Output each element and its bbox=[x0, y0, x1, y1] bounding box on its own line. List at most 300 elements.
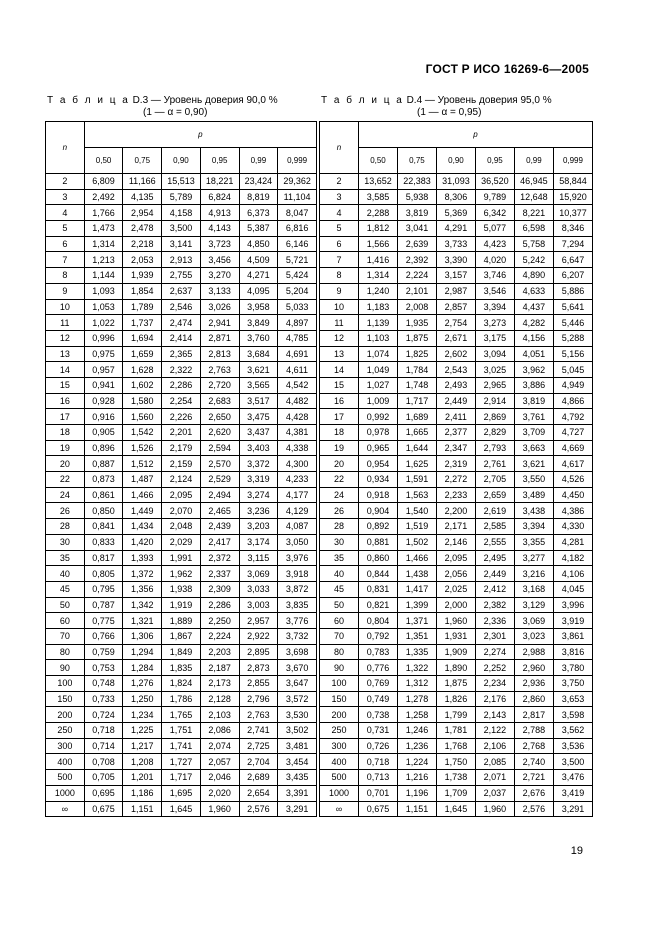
column-header-quantile: 0,999 bbox=[278, 148, 317, 174]
table-cell: 0,675 bbox=[358, 801, 397, 817]
table-cell: 2,146 bbox=[436, 534, 475, 550]
table-cell: 0,887 bbox=[84, 456, 123, 472]
table-row bbox=[46, 644, 317, 660]
table-cell: 5,156 bbox=[553, 346, 592, 362]
table-cell: 1,563 bbox=[397, 487, 436, 503]
row-n-cell: 26 bbox=[46, 503, 85, 519]
table-row bbox=[46, 613, 317, 629]
table-cell: 2,761 bbox=[475, 456, 514, 472]
row-n-cell: 80 bbox=[320, 644, 359, 660]
column-header-quantile: 0,75 bbox=[397, 148, 436, 174]
table-row bbox=[320, 534, 593, 550]
table-cell: 0,733 bbox=[84, 691, 123, 707]
row-n-cell: 4 bbox=[320, 205, 359, 221]
table-cell: 0,675 bbox=[84, 801, 123, 817]
row-n-cell: 7 bbox=[320, 252, 359, 268]
table-row bbox=[46, 785, 317, 801]
table-cell: 1,867 bbox=[162, 628, 201, 644]
table-cell: 2,365 bbox=[162, 346, 201, 362]
table-cell: 3,517 bbox=[239, 393, 278, 409]
row-n-cell: 16 bbox=[320, 393, 359, 409]
table-cell: 2,449 bbox=[475, 566, 514, 582]
table-cell: 1,566 bbox=[358, 236, 397, 252]
table-cell: 0,787 bbox=[84, 597, 123, 613]
table-row bbox=[320, 707, 593, 723]
table-cell: 2,474 bbox=[162, 315, 201, 331]
table-row bbox=[46, 440, 317, 456]
table-cell: 1,540 bbox=[397, 503, 436, 519]
table-cell: 2,813 bbox=[200, 346, 239, 362]
table-cell: 3,886 bbox=[514, 377, 553, 393]
table-cell: 1,417 bbox=[397, 581, 436, 597]
table-row bbox=[320, 456, 593, 472]
table-cell: 3,157 bbox=[436, 268, 475, 284]
row-n-cell: 12 bbox=[320, 330, 359, 346]
table-cell: 2,337 bbox=[200, 566, 239, 582]
table-cell: 0,724 bbox=[84, 707, 123, 723]
table-cell: 2,570 bbox=[200, 456, 239, 472]
table-row bbox=[46, 660, 317, 676]
table-cell: 3,598 bbox=[553, 707, 592, 723]
table-cell: 1,053 bbox=[84, 299, 123, 315]
table-cell: 3,550 bbox=[514, 472, 553, 488]
row-n-cell: 45 bbox=[46, 581, 85, 597]
table-cell: 1,246 bbox=[397, 723, 436, 739]
table-cell: 2,763 bbox=[239, 707, 278, 723]
table-cell: 2,224 bbox=[200, 628, 239, 644]
table-cell: 0,769 bbox=[358, 676, 397, 692]
table-cell: 1,849 bbox=[162, 644, 201, 660]
table-row bbox=[320, 472, 593, 488]
table-cell: 4,897 bbox=[278, 315, 317, 331]
table-cell: 1,314 bbox=[84, 236, 123, 252]
table-cell: 1,938 bbox=[162, 581, 201, 597]
table-row bbox=[46, 770, 317, 786]
table-cell: 3,355 bbox=[514, 534, 553, 550]
table-cell: 1,314 bbox=[358, 268, 397, 284]
table-cell: 1,766 bbox=[84, 205, 123, 221]
table-cell: 1,356 bbox=[123, 581, 162, 597]
table-cell: 3,919 bbox=[553, 613, 592, 629]
table-row bbox=[320, 174, 593, 190]
row-n-cell: 13 bbox=[46, 346, 85, 362]
table-cell: 3,958 bbox=[239, 299, 278, 315]
table-cell: 2,494 bbox=[200, 487, 239, 503]
table-cell: 2,319 bbox=[436, 456, 475, 472]
table-cell: 4,106 bbox=[553, 566, 592, 582]
table-row bbox=[320, 205, 593, 221]
table-row bbox=[46, 738, 317, 754]
table-cell: 1,748 bbox=[397, 377, 436, 393]
table-cell: 4,617 bbox=[553, 456, 592, 472]
row-n-cell: 60 bbox=[46, 613, 85, 629]
table-cell: 3,709 bbox=[514, 425, 553, 441]
row-n-cell: 6 bbox=[46, 236, 85, 252]
table-cell: 4,135 bbox=[123, 189, 162, 205]
table-row bbox=[320, 362, 593, 378]
table-cell: 5,789 bbox=[162, 189, 201, 205]
table-cell: 4,423 bbox=[475, 236, 514, 252]
row-n-cell: 19 bbox=[320, 440, 359, 456]
table-row bbox=[320, 519, 593, 535]
table-cell: 5,758 bbox=[514, 236, 553, 252]
table-cell: 2,895 bbox=[239, 644, 278, 660]
table-cell: 2,796 bbox=[239, 691, 278, 707]
table-cell: 3,041 bbox=[397, 221, 436, 237]
table-row bbox=[320, 189, 593, 205]
column-header-quantile: 0,90 bbox=[436, 148, 475, 174]
table-cell: 4,330 bbox=[553, 519, 592, 535]
table-cell: 1,695 bbox=[162, 785, 201, 801]
table-cell: 8,221 bbox=[514, 205, 553, 221]
table-cell: 0,805 bbox=[84, 566, 123, 582]
table-cell: 2,741 bbox=[239, 723, 278, 739]
table-cell: 2,755 bbox=[162, 268, 201, 284]
table-cell: 0,831 bbox=[358, 581, 397, 597]
table-cell: 1,294 bbox=[123, 644, 162, 660]
table-cell: 2,336 bbox=[475, 613, 514, 629]
caption-sub: (1 — α = 0,95) bbox=[417, 107, 482, 118]
table-cell: 1,217 bbox=[123, 738, 162, 754]
table-cell: 4,182 bbox=[553, 550, 592, 566]
table-cell: 2,987 bbox=[436, 283, 475, 299]
column-header-quantile: 0,99 bbox=[514, 148, 553, 174]
table-cell: 3,698 bbox=[278, 644, 317, 660]
row-n-cell: 35 bbox=[46, 550, 85, 566]
table-cell: 2,372 bbox=[200, 550, 239, 566]
table-cell: 1,335 bbox=[397, 644, 436, 660]
table-cell: 15,920 bbox=[553, 189, 592, 205]
table-row bbox=[46, 393, 317, 409]
table-cell: 0,996 bbox=[84, 330, 123, 346]
table-cell: 1,689 bbox=[397, 409, 436, 425]
row-n-cell: 30 bbox=[320, 534, 359, 550]
table-cell: 1,909 bbox=[436, 644, 475, 660]
row-n-cell: 1000 bbox=[320, 785, 359, 801]
table-cell: 2,309 bbox=[200, 581, 239, 597]
table-cell: 0,904 bbox=[358, 503, 397, 519]
table-cell: 4,669 bbox=[553, 440, 592, 456]
table-cell: 2,855 bbox=[239, 676, 278, 692]
table-cell: 3,481 bbox=[278, 738, 317, 754]
table-cell: 2,988 bbox=[514, 644, 553, 660]
table-cell: 4,437 bbox=[514, 299, 553, 315]
table-cell: 5,033 bbox=[278, 299, 317, 315]
table-cell: 1,151 bbox=[123, 801, 162, 817]
table-cell: 1,416 bbox=[358, 252, 397, 268]
table-cell: 5,242 bbox=[514, 252, 553, 268]
table-cell: 1,727 bbox=[162, 754, 201, 770]
table-cell: 2,411 bbox=[436, 409, 475, 425]
table-cell: 2,725 bbox=[239, 738, 278, 754]
table-cell: 1,542 bbox=[123, 425, 162, 441]
table-cell: 3,621 bbox=[514, 456, 553, 472]
table-cell: 5,938 bbox=[397, 189, 436, 205]
table-cell: 2,478 bbox=[123, 221, 162, 237]
row-n-cell: 18 bbox=[46, 425, 85, 441]
table-row bbox=[320, 723, 593, 739]
table-cell: 1,093 bbox=[84, 283, 123, 299]
table-cell: 3,050 bbox=[278, 534, 317, 550]
table-cell: 2,602 bbox=[436, 346, 475, 362]
table-cell: 1,322 bbox=[397, 660, 436, 676]
table-cell: 8,819 bbox=[239, 189, 278, 205]
table-cell: 1,939 bbox=[123, 268, 162, 284]
table-cell: 58,844 bbox=[553, 174, 592, 190]
table-cell: 4,156 bbox=[514, 330, 553, 346]
table-cell: 1,750 bbox=[436, 754, 475, 770]
table-cell: 4,890 bbox=[514, 268, 553, 284]
table-cell: 2,272 bbox=[436, 472, 475, 488]
table-cell: 2,020 bbox=[200, 785, 239, 801]
table-cell: 3,732 bbox=[278, 628, 317, 644]
table-cell: 2,704 bbox=[239, 754, 278, 770]
table-cell: 3,872 bbox=[278, 581, 317, 597]
table-cell: 1,765 bbox=[162, 707, 201, 723]
table-cell: 2,414 bbox=[162, 330, 201, 346]
table-cell: 4,482 bbox=[278, 393, 317, 409]
table-cell: 4,633 bbox=[514, 283, 553, 299]
table-row bbox=[320, 268, 593, 284]
table-cell: 0,850 bbox=[84, 503, 123, 519]
table-cell: 3,962 bbox=[514, 362, 553, 378]
table-cell: 1,560 bbox=[123, 409, 162, 425]
table-row bbox=[46, 174, 317, 190]
table-cell: 3,536 bbox=[553, 738, 592, 754]
table-cell: 0,714 bbox=[84, 738, 123, 754]
column-header-quantile: 0,75 bbox=[123, 148, 162, 174]
table-cell: 0,705 bbox=[84, 770, 123, 786]
table-cell: 2,671 bbox=[436, 330, 475, 346]
table-cell: 1,960 bbox=[200, 801, 239, 817]
row-n-cell: 18 bbox=[320, 425, 359, 441]
table-cell: 3,203 bbox=[239, 519, 278, 535]
table-cell: 3,175 bbox=[475, 330, 514, 346]
table-cell: 3,835 bbox=[278, 597, 317, 613]
table-cell: 4,509 bbox=[239, 252, 278, 268]
table-cell: 1,799 bbox=[436, 707, 475, 723]
table-row bbox=[320, 503, 593, 519]
row-n-cell: 12 bbox=[46, 330, 85, 346]
table-row bbox=[320, 628, 593, 644]
table-row bbox=[320, 221, 593, 237]
table-cell: 2,392 bbox=[397, 252, 436, 268]
table-cell: 0,861 bbox=[84, 487, 123, 503]
table-cell: 1,602 bbox=[123, 377, 162, 393]
row-n-cell: 150 bbox=[320, 691, 359, 707]
table-cell: 2,871 bbox=[200, 330, 239, 346]
table-cell: 2,439 bbox=[200, 519, 239, 535]
table-cell: 2,954 bbox=[123, 205, 162, 221]
table-cell: 2,922 bbox=[239, 628, 278, 644]
table-cell: 23,424 bbox=[239, 174, 278, 190]
table-cell: 1,351 bbox=[397, 628, 436, 644]
table-cell: 1,694 bbox=[123, 330, 162, 346]
table-row bbox=[46, 550, 317, 566]
row-n-cell: 35 bbox=[320, 550, 359, 566]
row-n-cell: 8 bbox=[320, 268, 359, 284]
table-cell: 4,785 bbox=[278, 330, 317, 346]
table-cell: 1,789 bbox=[123, 299, 162, 315]
table-cell: 3,270 bbox=[200, 268, 239, 284]
table-cell: 4,866 bbox=[553, 393, 592, 409]
table-cell: 3,502 bbox=[278, 723, 317, 739]
table-cell: 3,403 bbox=[239, 440, 278, 456]
table-cell: 18,221 bbox=[200, 174, 239, 190]
table-cell: 1,709 bbox=[436, 785, 475, 801]
table-cell: 1,236 bbox=[397, 738, 436, 754]
row-n-cell: 14 bbox=[320, 362, 359, 378]
table-cell: 1,487 bbox=[123, 472, 162, 488]
table-cell: 1,434 bbox=[123, 519, 162, 535]
table-cell: 2,173 bbox=[200, 676, 239, 692]
table-cell: 1,717 bbox=[162, 770, 201, 786]
table-cell: 3,291 bbox=[278, 801, 317, 817]
table-cell: 1,812 bbox=[358, 221, 397, 237]
table-cell: 3,976 bbox=[278, 550, 317, 566]
table-cell: 4,129 bbox=[278, 503, 317, 519]
table-cell: 3,819 bbox=[397, 205, 436, 221]
table-cell: 1,306 bbox=[123, 628, 162, 644]
table-row bbox=[46, 425, 317, 441]
row-n-cell: 45 bbox=[320, 581, 359, 597]
row-n-cell: 150 bbox=[46, 691, 85, 707]
table-row bbox=[320, 801, 593, 817]
table-cell: 5,045 bbox=[553, 362, 592, 378]
table-cell: 0,992 bbox=[358, 409, 397, 425]
table-cell: 0,844 bbox=[358, 566, 397, 582]
table-cell: 1,438 bbox=[397, 566, 436, 582]
row-n-cell: 20 bbox=[46, 456, 85, 472]
table-cell: 2,763 bbox=[200, 362, 239, 378]
table-cell: 2,176 bbox=[475, 691, 514, 707]
table-cell: 3,733 bbox=[436, 236, 475, 252]
table-cell: 3,129 bbox=[514, 597, 553, 613]
table-cell: 1,449 bbox=[123, 503, 162, 519]
table-cell: 1,519 bbox=[397, 519, 436, 535]
table-cell: 2,286 bbox=[200, 597, 239, 613]
table-row bbox=[320, 315, 593, 331]
row-n-cell: 200 bbox=[46, 707, 85, 723]
table-cell: 5,641 bbox=[553, 299, 592, 315]
table-cell: 2,965 bbox=[475, 377, 514, 393]
table-row bbox=[46, 581, 317, 597]
table-cell: 0,928 bbox=[84, 393, 123, 409]
table-cell: 5,424 bbox=[278, 268, 317, 284]
table-cell: 2,286 bbox=[162, 377, 201, 393]
table-cell: 2,071 bbox=[475, 770, 514, 786]
table-cell: 2,200 bbox=[436, 503, 475, 519]
table-cell: 2,057 bbox=[200, 754, 239, 770]
table-cell: 2,637 bbox=[162, 283, 201, 299]
table-cell: 1,825 bbox=[397, 346, 436, 362]
table-cell: 4,542 bbox=[278, 377, 317, 393]
table-cell: 1,240 bbox=[358, 283, 397, 299]
table-cell: 4,611 bbox=[278, 362, 317, 378]
row-n-cell: 28 bbox=[320, 519, 359, 535]
table-cell: 1,258 bbox=[397, 707, 436, 723]
table-d4-caption bbox=[321, 95, 552, 119]
table-cell: 2,857 bbox=[436, 299, 475, 315]
table-row bbox=[46, 519, 317, 535]
table-cell: 1,854 bbox=[123, 283, 162, 299]
row-n-cell: 24 bbox=[46, 487, 85, 503]
table-cell: 9,789 bbox=[475, 189, 514, 205]
table-cell: 2,252 bbox=[475, 660, 514, 676]
caption-main: D.4 — Уровень доверия 95,0 % bbox=[406, 95, 552, 106]
table-cell: 1,738 bbox=[436, 770, 475, 786]
table-cell: 2,056 bbox=[436, 566, 475, 582]
row-n-cell: 16 bbox=[46, 393, 85, 409]
table-cell: 1,420 bbox=[123, 534, 162, 550]
table-cell: 2,085 bbox=[475, 754, 514, 770]
column-header-quantile: 0,50 bbox=[84, 148, 123, 174]
table-cell: 2,234 bbox=[475, 676, 514, 692]
table-cell: 2,465 bbox=[200, 503, 239, 519]
row-n-cell: 300 bbox=[46, 738, 85, 754]
table-cell: 2,788 bbox=[514, 723, 553, 739]
row-n-cell: 1000 bbox=[46, 785, 85, 801]
table-cell: 1,213 bbox=[84, 252, 123, 268]
table-row bbox=[46, 566, 317, 582]
table-row bbox=[320, 785, 593, 801]
table-cell: 3,277 bbox=[514, 550, 553, 566]
table-cell: 1,628 bbox=[123, 362, 162, 378]
row-n-cell: 6 bbox=[320, 236, 359, 252]
table-cell: 1,784 bbox=[397, 362, 436, 378]
table-cell: 2,179 bbox=[162, 440, 201, 456]
table-cell: 3,025 bbox=[475, 362, 514, 378]
table-row bbox=[46, 676, 317, 692]
table-row bbox=[320, 299, 593, 315]
table-cell: 4,386 bbox=[553, 503, 592, 519]
table-cell: 0,833 bbox=[84, 534, 123, 550]
table-cell: 1,234 bbox=[123, 707, 162, 723]
table-row bbox=[46, 330, 317, 346]
table-cell: 6,816 bbox=[278, 221, 317, 237]
table-cell: 11,166 bbox=[123, 174, 162, 190]
table-cell: 3,216 bbox=[514, 566, 553, 582]
table-cell: 4,450 bbox=[553, 487, 592, 503]
table-cell: 4,087 bbox=[278, 519, 317, 535]
table-cell: 4,233 bbox=[278, 472, 317, 488]
row-n-cell: 3 bbox=[46, 189, 85, 205]
table-cell: 2,689 bbox=[239, 770, 278, 786]
table-cell: 2,233 bbox=[436, 487, 475, 503]
table-cell: 3,723 bbox=[200, 236, 239, 252]
table-row bbox=[46, 221, 317, 237]
table-cell: 4,158 bbox=[162, 205, 201, 221]
table-cell: 0,753 bbox=[84, 660, 123, 676]
table-cell: 1,139 bbox=[358, 315, 397, 331]
table-cell: 1,919 bbox=[162, 597, 201, 613]
table-cell: 3,761 bbox=[514, 409, 553, 425]
table-row bbox=[320, 581, 593, 597]
table-cell: 2,106 bbox=[475, 738, 514, 754]
table-cell: 5,387 bbox=[239, 221, 278, 237]
table-cell: 1,875 bbox=[397, 330, 436, 346]
table-cell: 3,475 bbox=[239, 409, 278, 425]
table-cell: 2,492 bbox=[84, 189, 123, 205]
table-cell: 1,890 bbox=[436, 660, 475, 676]
table-cell: 1,717 bbox=[397, 393, 436, 409]
table-cell: 13,652 bbox=[358, 174, 397, 190]
table-cell: 2,914 bbox=[475, 393, 514, 409]
table-cell: 2,768 bbox=[514, 738, 553, 754]
row-n-cell: 14 bbox=[46, 362, 85, 378]
table-row bbox=[46, 801, 317, 817]
caption-prefix: Т а б л и ц а bbox=[47, 95, 130, 106]
